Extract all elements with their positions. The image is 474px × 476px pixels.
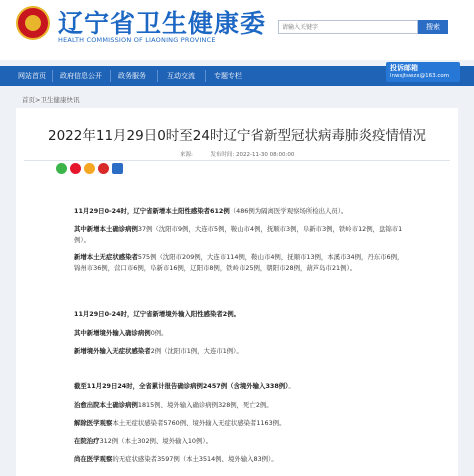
paragraph-imported-asymptomatic: 新增境外输入无症状感染者2例（沈阳市1例，大连市1例）。 xyxy=(74,347,243,355)
paragraph-hospitalized: 在院治疗312例（本土302例、境外输入10例）。 xyxy=(74,437,212,445)
paragraph-imported-confirmed: 其中新增境外输入确诊病例0例。 xyxy=(74,329,168,337)
nav-item-topics[interactable]: 专题专栏 xyxy=(214,72,242,80)
article-meta xyxy=(180,150,294,158)
article-panel xyxy=(16,108,458,476)
breadcrumb-separator: > xyxy=(35,96,41,104)
paragraph-new-imported: 11月29日0-24时，辽宁省新增境外输入阳性感染者2例。 xyxy=(74,310,241,318)
search-input[interactable] xyxy=(278,20,418,34)
complaint-mailbox[interactable] xyxy=(386,62,460,82)
nav-item-services[interactable]: 政务服务 xyxy=(118,72,146,80)
weibo-icon[interactable] xyxy=(70,163,81,174)
paragraph-cured: 治愈出院本土确诊病例1815例、境外输入确诊病例328例，死亡2例。 xyxy=(74,401,273,409)
publish-label: 发布时间: xyxy=(210,152,235,158)
search-button[interactable]: 搜索 xyxy=(418,20,448,34)
nav-item-gov-info[interactable]: 政府信息公开 xyxy=(60,72,102,80)
paragraph-local-asymptomatic: 新增本土无症状感染者575例（沈阳市209例，大连市114例，鞍山市4例，抚顺市13例，本溪市34例，丹东市6例，锦州市36例，营口市6例，阜新市16例，辽阳市8例，铁岭市25例，朝阳市28例，葫芦岛市21例）。 xyxy=(74,253,404,272)
more-share-icon[interactable] xyxy=(112,163,123,174)
paragraph-released: 解除医学观察本土无症状感染者5760例、境外输入无症状感染者1163例。 xyxy=(74,419,286,427)
site-header xyxy=(0,0,474,60)
source-label: 来源: xyxy=(180,152,193,158)
wechat-icon[interactable] xyxy=(56,163,67,174)
paragraph-cumulative: 截至11月29日24时，全省累计报告确诊病例2457例（含境外输入338例）。 xyxy=(74,382,295,390)
mailbox-title: 投诉邮箱 xyxy=(390,64,418,72)
breadcrumb-current[interactable]: 卫生健康快讯 xyxy=(40,96,80,104)
site-subtitle: HEALTH COMMISSION OF LIAONING PROVINCE xyxy=(58,36,216,44)
nav-item-interaction[interactable]: 互动交流 xyxy=(167,72,195,80)
title-divider xyxy=(24,160,450,161)
mailbox-address: lnwsjtswzx@163.com xyxy=(390,73,450,79)
breadcrumb xyxy=(22,95,79,104)
publish-time: 2022-11-30 08:00:00 xyxy=(235,152,295,158)
paragraph-under-observation: 尚在医学观察的无症状感染者3597例（本土3514例、境外输入83例）。 xyxy=(74,455,278,463)
site-title[interactable]: 辽宁省卫生健康委 xyxy=(58,9,267,38)
qzone-icon[interactable] xyxy=(84,163,95,174)
article-title: 2022年11月29日0时至24时辽宁省新型冠状病毒肺炎疫情情况 xyxy=(48,128,426,144)
nav-item-home[interactable]: 网站首页 xyxy=(18,72,46,80)
pinterest-icon[interactable] xyxy=(98,163,109,174)
breadcrumb-home[interactable]: 首页 xyxy=(22,96,35,104)
paragraph-local-confirmed: 其中新增本土确诊病例37例（沈阳市9例，大连市5例，鞍山市4例，抚顺市3例，阜新市3例，铁岭市12例，盘锦市1例）。 xyxy=(74,225,403,244)
paragraph-new-local: 11月29日0-24时，辽宁省新增本土阳性感染者612例（486例为隔离医学观察场所检出人员）。 xyxy=(74,207,348,215)
national-emblem-icon xyxy=(16,6,50,40)
